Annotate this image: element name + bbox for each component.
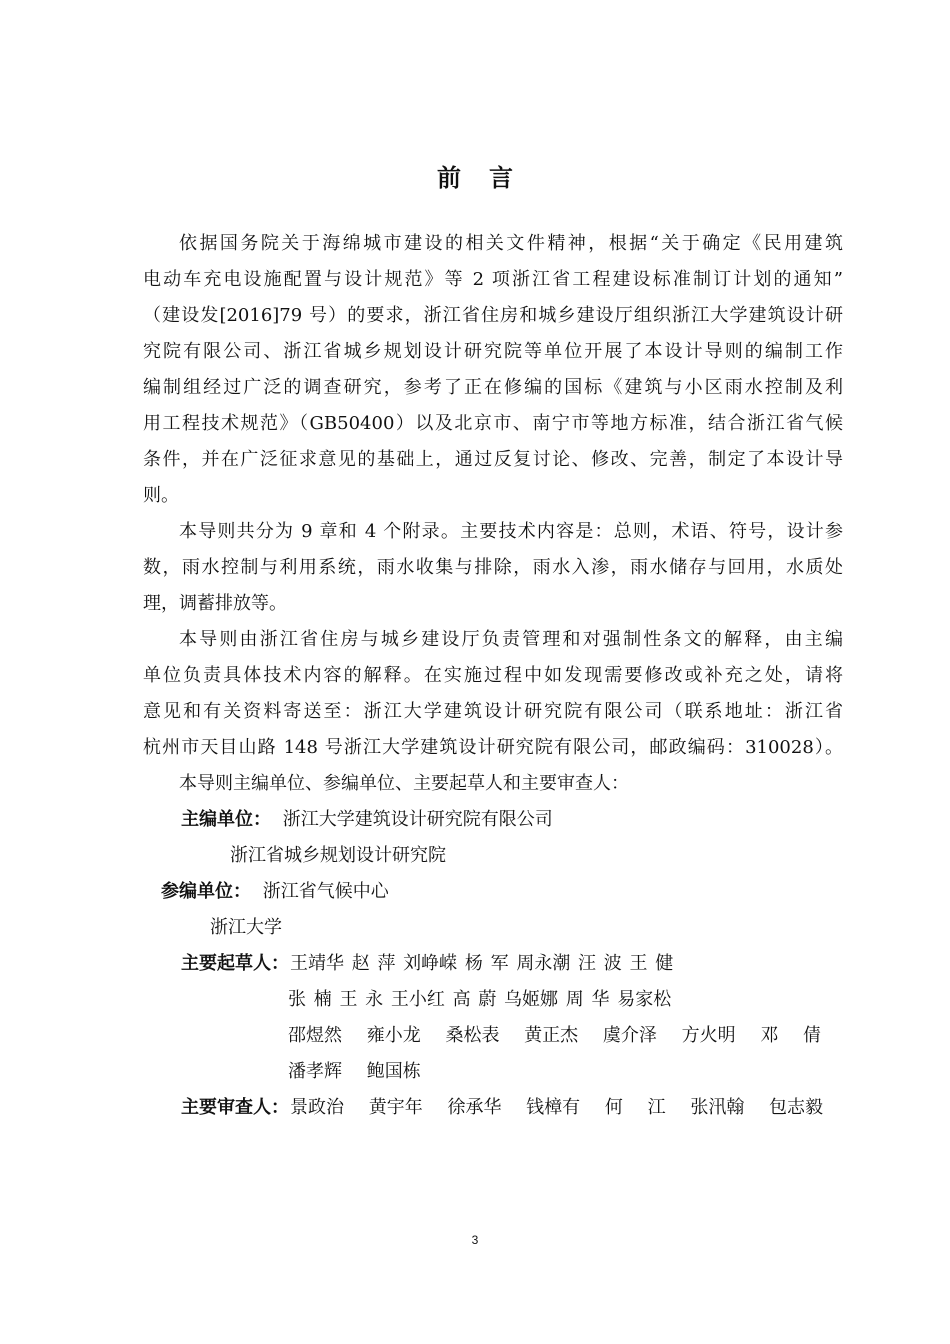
paragraph-line: 意见和有关资料寄送至：浙江大学建筑设计研究院有限公司（联系地址：浙江省 [143,701,843,722]
paragraph-line: 依据国务院关于海绵城市建设的相关文件精神，根据“关于确定《民用建筑 [179,233,843,254]
paragraph-line: 究院有限公司、浙江省城乡规划设计研究院等单位开展了本设计导则的编制工作 [143,341,843,362]
chief-units-label: 主编单位： [181,809,271,830]
participating-units-label: 参编单位： [161,881,251,902]
drafters-list-row: 张 楠 王 永 王小红 高 蔚 乌姬娜 周 华 易家松 [288,989,672,1010]
page-title: 前言 [437,164,541,192]
paragraph-line: 单位负责具体技术内容的解释。在实施过程中如发现需要修改或补充之处，请将 [143,665,843,686]
paragraph-line: 本导则主编单位、参编单位、主要起草人和主要审查人： [179,773,629,794]
page-number: 3 [471,1233,479,1247]
paragraph-line: 数，雨水控制与利用系统，雨水收集与排除，雨水入渗，雨水储存与回用，水质处 [143,557,843,578]
paragraph-line: 本导则由浙江省住房与城乡建设厅负责管理和对强制性条文的解释，由主编 [179,629,843,650]
drafters-list-row: 潘孝辉 鲍国栋 [288,1061,421,1082]
paragraph-line: 本导则共分为 9 章和 4 个附录。主要技术内容是：总则，术语、符号，设计参 [179,521,843,542]
reviewers-label: 主要审查人： [181,1097,289,1118]
chief-unit-name: 浙江省城乡规划设计研究院 [230,845,446,866]
paragraph-line: 编制组经过广泛的调查研究，参考了正在修编的国标《建筑与小区雨水控制及利 [143,377,843,398]
chief-units-row [181,802,681,838]
paragraph-line: 电动车充电设施配置与设计规范》等 2 项浙江省工程建设标准制订计划的通知” [143,269,843,290]
reviewers-list-row: 景政治 黄宇年 徐承华 钱樟有 何 江 张汛翰 包志毅 [290,1097,824,1118]
paragraph-line: 则。 [143,485,179,506]
paragraph-line: 杭州市天目山路 148 号浙江大学建筑设计研究院有限公司，邮政编码：310028）。 [143,737,843,758]
chief-unit-name: 浙江大学建筑设计研究院有限公司 [282,809,553,830]
paragraph-line: 理，调蓄排放等。 [143,593,287,614]
paragraph-line: （建设发[2016]79 号）的要求，浙江省住房和城乡建设厅组织浙江大学建筑设计研 [143,305,843,326]
drafters-label: 主要起草人： [181,953,289,974]
drafters-list-row: 王靖华 赵 萍 刘峥嵘 杨 军 周永潮 汪 波 王 健 [290,953,674,974]
participating-unit-name: 浙江省气候中心 [262,881,389,902]
participating-unit-name: 浙江大学 [210,917,282,938]
paragraph-line: 条件，并在广泛征求意见的基础上，通过反复讨论、修改、完善，制定了本设计导 [143,449,843,470]
participating-units-row [161,874,661,910]
drafters-list-row: 邵煜然 雍小龙 桑松表 黄正杰 虞介泽 方火明 邓 倩 [288,1025,822,1046]
paragraph-line: 用工程技术规范》（GB50400）以及北京市、南宁市等地方标准，结合浙江省气候 [143,413,843,434]
